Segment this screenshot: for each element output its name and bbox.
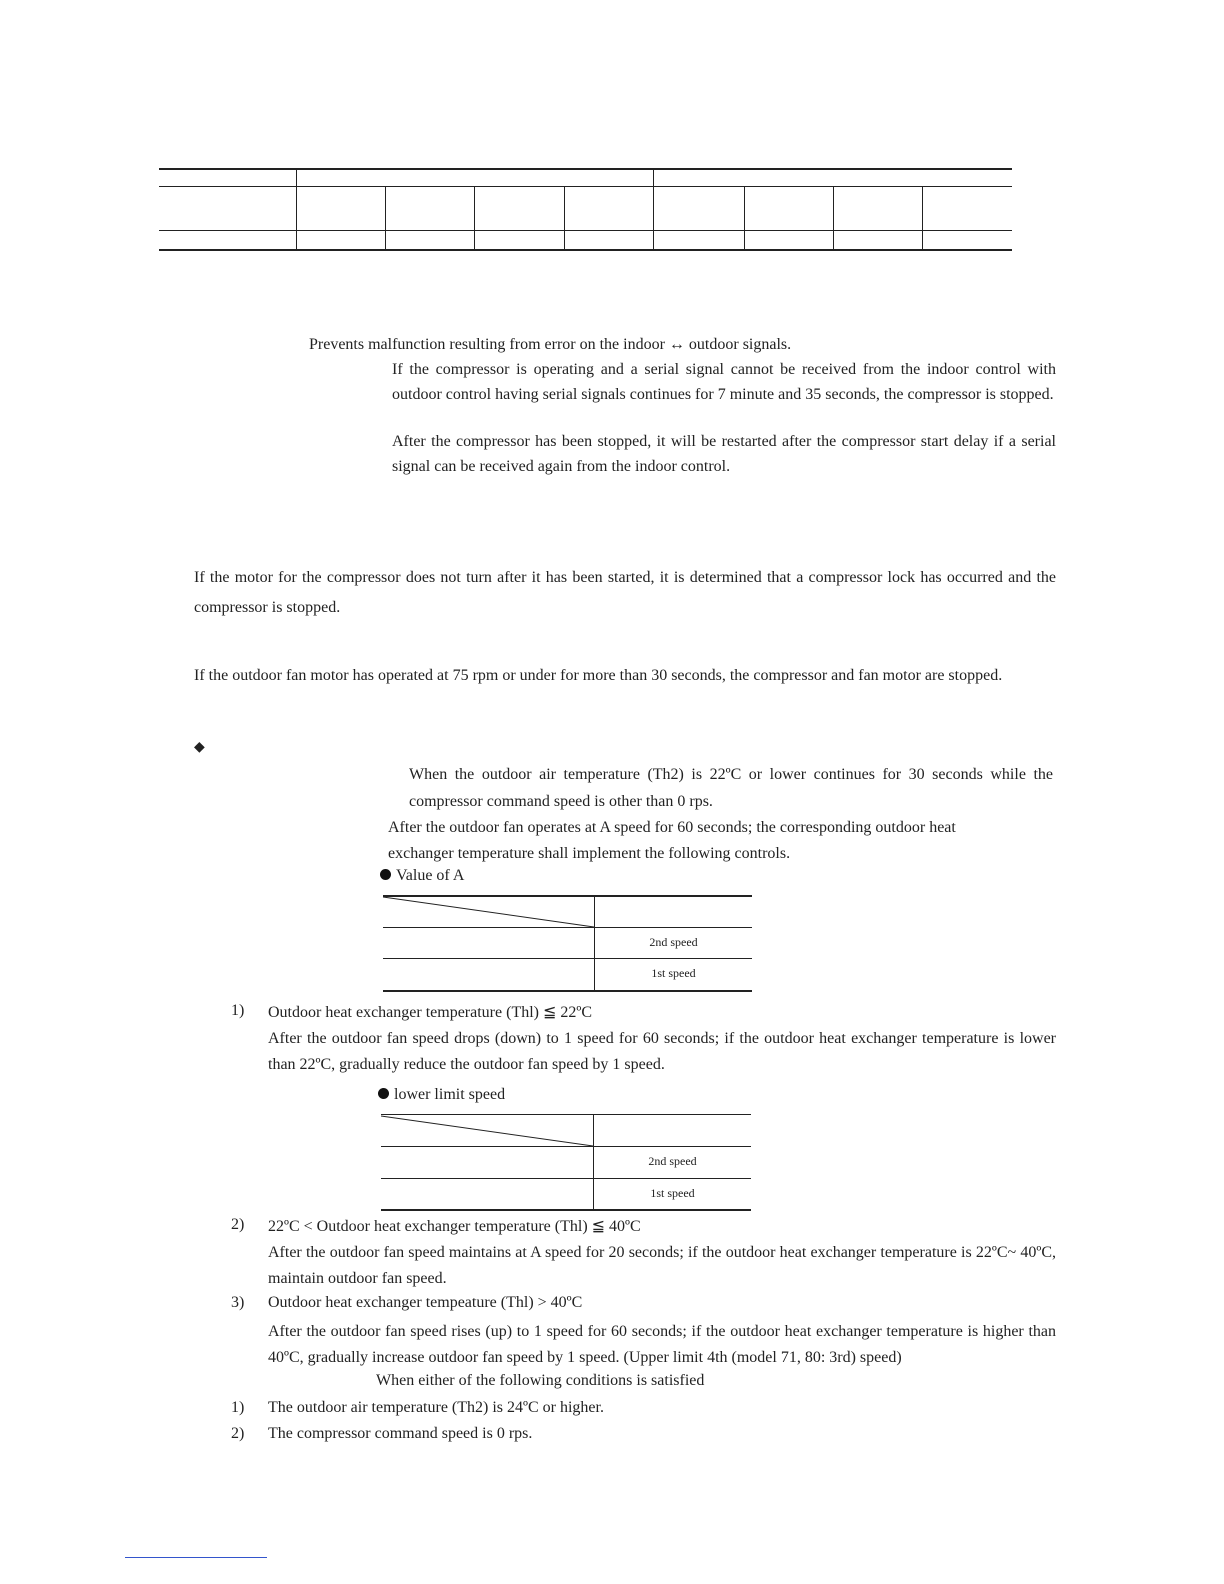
diagonal-header-cell	[383, 896, 595, 928]
signal-error-paragraph-2: After the compressor has been stopped, it will be restarted after the compressor start delay if a serial signal can be received again from the indoor control.	[392, 433, 1056, 475]
item-3-number: 3)	[231, 1294, 245, 1311]
black-dot-icon	[378, 1088, 389, 1099]
footer-rule	[125, 1557, 267, 1558]
item-2-body: After the outdoor fan speed maintains at A speed for 20 seconds; if the outdoor heat exchanger temperature is 22ºC~ 40ºC, maintain outdoor fan speed.	[268, 1244, 1056, 1287]
fan-control-after-text: After the outdoor fan operates at A speed for 60 seconds; the corresponding outdoor heat exchanger temperature shall implement the following controls.	[388, 819, 956, 862]
value-a-heading	[380, 867, 464, 885]
lower-limit-row-2: 1st speed	[650, 1186, 695, 1200]
value-a-title: Value of A	[396, 867, 465, 884]
end-item-1-number: 1)	[231, 1399, 245, 1416]
end-item-2-number: 2)	[231, 1425, 245, 1442]
black-dot-icon	[380, 869, 391, 880]
item-1-body: After the outdoor fan speed drops (down) to 1 speed for 60 seconds; if the outdoor heat exchanger temperature is lower than 22ºC, gradually reduce the outdoor fan speed by 1 speed.	[268, 1030, 1056, 1073]
fan-motor-error-paragraph: If the outdoor fan motor has operated at 75 rpm or under for more than 30 seconds, the compressor and fan motor are stopped.	[194, 667, 1003, 684]
diamond-bullet-icon: ◆	[194, 740, 205, 755]
item-3-title: Outdoor heat exchanger tempeature (Thl) > 40ºC	[268, 1294, 583, 1311]
item-1-number: 1)	[231, 1002, 245, 1019]
item-2-title: 22ºC < Outdoor heat exchanger temperature (Thl) ≦ 40ºC	[268, 1218, 641, 1235]
item-1-title: Outdoor heat exchanger temperature (Thl) ≦ 22ºC	[268, 1004, 593, 1021]
signal-error-paragraph-1: If the compressor is operating and a serial signal cannot be received from the indoor control with outdoor control having serial signals continues for 7 minute and 35 seconds, the compressor is stopped.	[392, 361, 1056, 403]
end-item-2-text: The compressor command speed is 0 rps.	[268, 1425, 533, 1442]
end-condition: When either of the following conditions is satisfied	[376, 1372, 705, 1389]
item-2-number: 2)	[231, 1216, 245, 1233]
compressor-lock-paragraph: If the motor for the compressor does not turn after it has been started, it is determined that a compressor lock has occurred and the compressor is stopped.	[194, 569, 1056, 616]
item-3-body: After the outdoor fan speed rises (up) to 1 speed for 60 seconds; if the outdoor heat exchanger temperature is higher than 40ºC, gradually increase outdoor fan speed by 1 speed. (Upper limit 4th (model 71, 80: 3rd) speed)	[268, 1323, 1056, 1366]
value-a-row-2: 1st speed	[651, 966, 696, 980]
signal-error-intro: Prevents malfunction resulting from error on the indoor ↔ outdoor signals.	[309, 336, 792, 353]
fan-control-start-condition: When the outdoor air temperature (Th2) is 22ºC or lower continues for 30 seconds while the compressor command speed is other than 0 rps.	[409, 766, 1053, 810]
value-a-row-1: 2nd speed	[649, 935, 698, 949]
end-item-1-text: The outdoor air temperature (Th2) is 24ºC or higher.	[268, 1399, 604, 1416]
diagonal-header-cell	[381, 1115, 594, 1147]
lower-limit-row-1: 2nd speed	[648, 1154, 697, 1168]
lower-limit-heading	[378, 1086, 505, 1104]
lower-limit-title: lower limit speed	[394, 1086, 506, 1103]
